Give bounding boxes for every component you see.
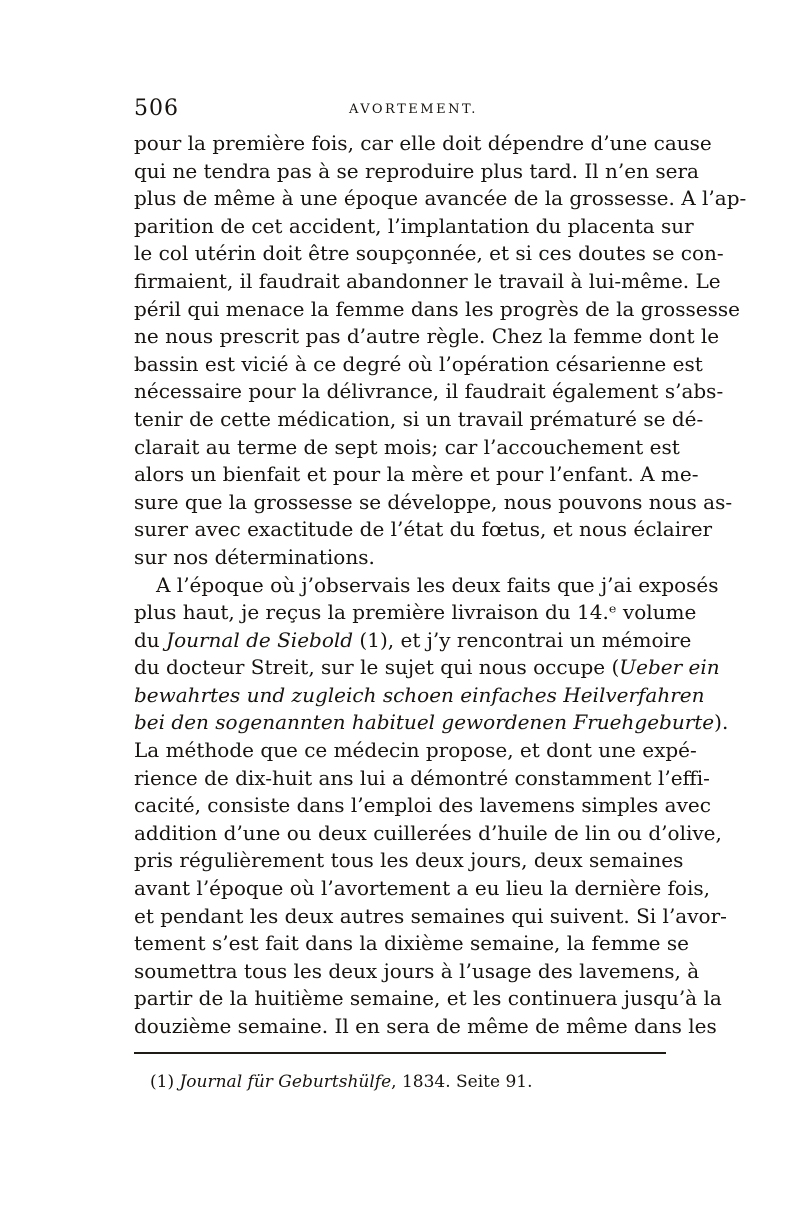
text-line: cacité, consiste dans l’emploi des lavemens simples avec [134,793,711,818]
footnote-rule [134,1052,666,1054]
memoir-title: Ueber ein [619,655,720,680]
body-text [134,130,747,1041]
paragraph-first-line: A l’époque où j’observais les deux faits que j’ai exposés [156,572,719,597]
text-line: avant l’époque où l’avortement a eu lieu la dernière fois, [134,876,710,901]
text-line: alors un bienfait et pour la mère et pour l’enfant. A me- [134,462,699,487]
footnote-citation: , 1834. Seite 91. [391,1072,533,1092]
memoir-title: bei den sogenannten habituel gewordenen Fruehgeburte [134,710,715,735]
text-line [134,627,692,655]
text-line: péril qui menace la femme dans les progrès de la grossesse [134,296,740,321]
text-fragment: du [134,627,167,652]
text-line: firmaient, il faudrait abandonner le travail à lui-même. Le [134,268,721,293]
text-line: pris régulièrement tous les deux jours, deux semaines [134,848,684,873]
text-line: plus haut, je reçus la première livraison du 14.ᵉ volume [134,600,697,625]
text-line [134,709,729,737]
text-line: douzième semaine. Il en sera de même de même dans les [134,1014,717,1038]
text-line: sur nos déterminations. [134,544,375,569]
text-line: pour la première fois, car elle doit dépendre d’une cause [134,131,712,155]
text-line: surer avec exactitude de l’état du fœtus, et nous éclairer [134,517,713,542]
journal-title: Journal de Siebold [166,627,354,652]
text-line: rience de dix-huit ans lui a démontré constamment l’effi- [134,765,710,790]
text-line: parition de cet accident, l’implantation du placenta sur [134,213,694,238]
running-title: AVORTEMENT. [349,102,478,117]
text-line: soumettra tous les deux jours à l’usage des lavemens, à [134,958,700,983]
memoir-title-line: bewahrtes und zugleich schoen einfaches Heilverfahren [134,682,705,707]
text-line: clarait au terme de sept mois; car l’accouchement est [134,434,680,459]
footnote-marker: (1) [150,1072,180,1092]
text-line: plus de même à une époque avancée de la grossesse. A l’ap- [134,186,747,211]
text-line: partir de la huitième semaine, et les continuera jusqu’à la [134,986,722,1011]
text-line: qui ne tendra pas à se reproduire plus tard. Il n’en sera [134,158,699,183]
text-line: sure que la grossesse se développe, nous pouvons nous as- [134,489,733,514]
page-number: 506 [134,96,179,121]
text-fragment: (1), et j’y rencontrai un mémoire [353,627,692,652]
text-line: addition d’une ou deux cuillerées d’huile de lin ou d’olive, [134,820,722,845]
text-fragment: ). [714,710,729,735]
text-line: ne nous prescrit pas d’autre règle. Chez la femme dont le [134,324,720,349]
running-head [134,96,664,126]
footnote-journal: Journal für Geburtshülfe [179,1072,392,1092]
text-line: le col utérin doit être soupçonnée, et si ces doutes se con- [134,241,724,266]
text-line: nécessaire pour la délivrance, il faudrait également s’abs- [134,379,724,404]
footnote [150,1072,533,1092]
text-line: La méthode que ce médecin propose, et dont une expé- [134,738,697,763]
text-line: tenir de cette médication, si un travail prématuré se dé- [134,406,704,431]
text-line [134,654,720,682]
text-line: et pendant les deux autres semaines qui suivent. Si l’avor- [134,903,727,928]
text-line: tement s’est fait dans la dixième semaine, la femme se [134,931,689,956]
text-line: bassin est vicié à ce degré où l’opération césarienne est [134,351,703,376]
text-fragment: du docteur Streit, sur le sujet qui nous occupe ( [134,655,620,680]
